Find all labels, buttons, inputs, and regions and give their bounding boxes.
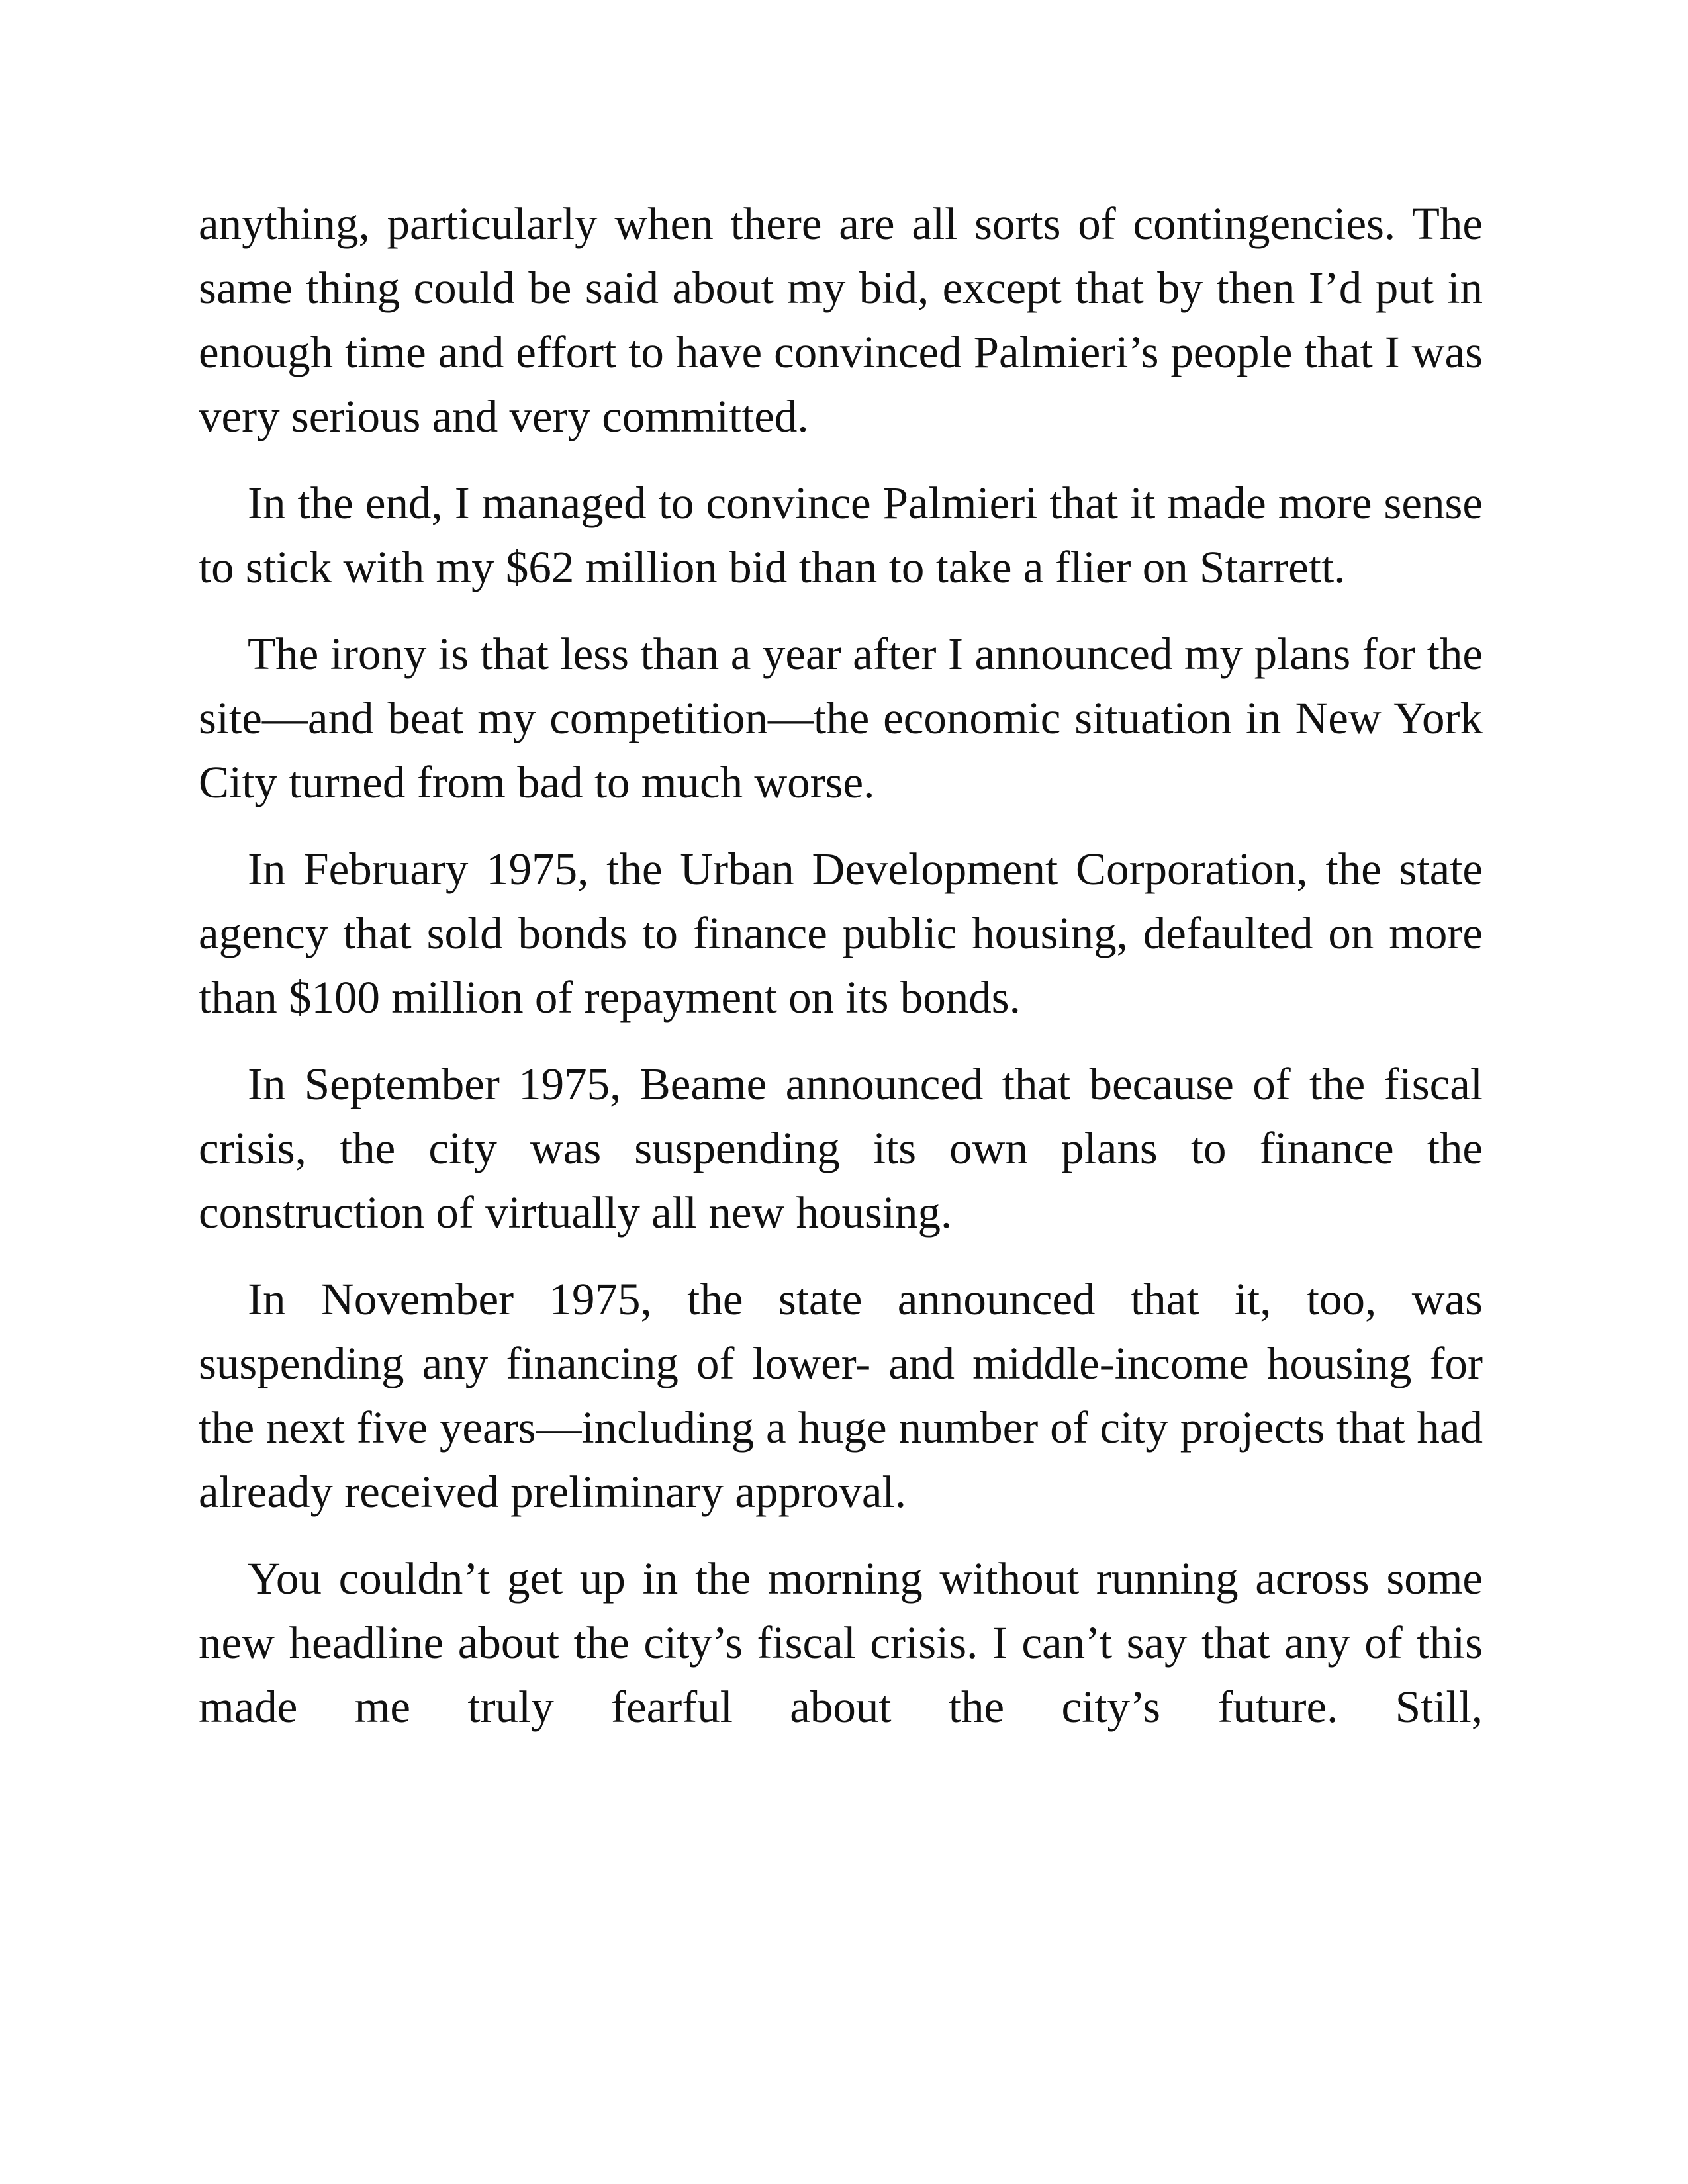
- paragraph: The irony is that less than a year after I announced my plans for the site—and beat my competition—the economic situation in New York City turned from bad to much worse.: [199, 629, 1483, 807]
- paragraph: In September 1975, Beame announced that because of the fiscal crisis, the city was suspending its own plans to finance the construction of virtually all new housing.: [199, 1059, 1483, 1238]
- paragraph-runs-over: You couldn’t get up in the morning without running across some new headline about the city’s fiscal crisis. I can’t say that any of this made me truly fearful about the city’s future. Still,: [199, 1553, 1483, 1732]
- paragraph: In November 1975, the state announced that it, too, was suspending any financing of lower- and middle-income housing for the next five years—including a huge number of city projects that had already received preliminary approval.: [199, 1274, 1483, 1517]
- paragraph: In February 1975, the Urban Development Corporation, the state agency that sold bonds to finance public housing, defaulted on more than $100 million of repayment on its bonds.: [199, 844, 1483, 1023]
- paragraph-continued: anything, particularly when there are all sorts of contingencies. The same thing could be said about my bid, except that by then I’d put in enough time and effort to have convinced Palmieri’s people that I was very serious and very committed.: [199, 199, 1483, 441]
- paragraph: In the end, I managed to convince Palmieri that it made more sense to stick with my $62 million bid than to take a flier on Starrett.: [199, 478, 1483, 592]
- book-page: [199, 192, 1483, 1739]
